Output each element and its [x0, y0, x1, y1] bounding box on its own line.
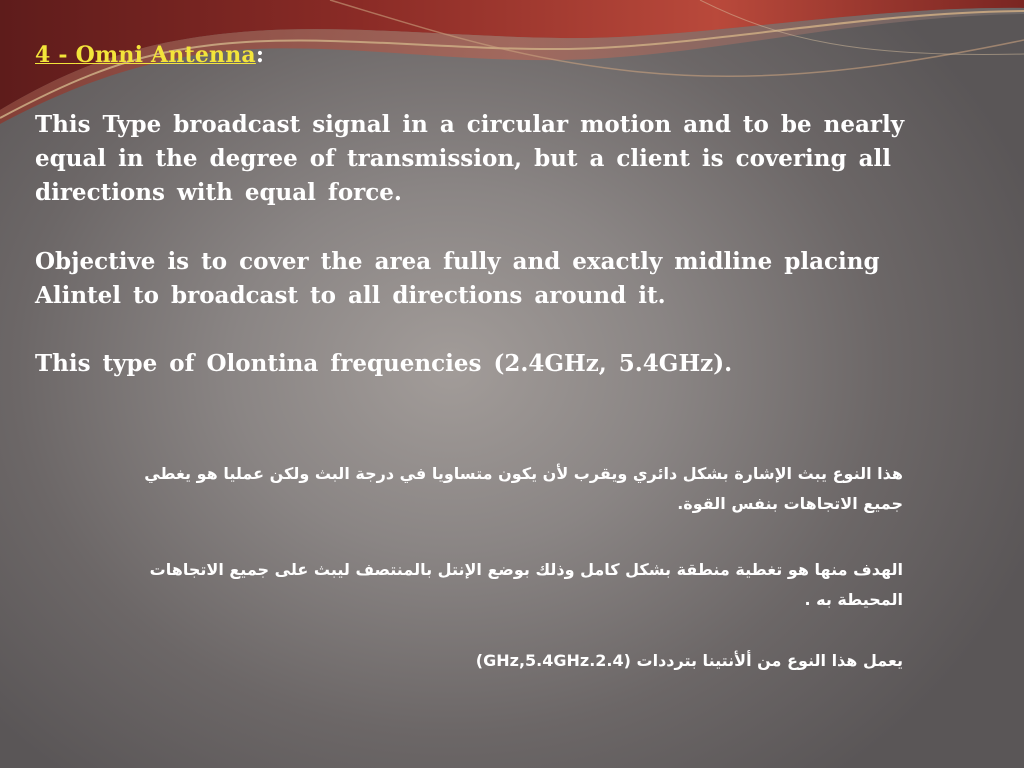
- slide-title-number: 4 -: [35, 42, 76, 68]
- english-paragraph-description: This Type broadcast signal in a circular motion and to be nearly equal in the degree of transmission, but a client is covering all directions with equal force.: [35, 111, 905, 206]
- arabic-paragraph-objective: الهدف منها هو تغطية منطقة بشكل كامل وذلك بوضع الإنتل بالمنتصف ليبث على جميع الاتجاهات المحيطة به .: [149, 560, 903, 609]
- english-paragraph-objective: Objective is to cover the area fully and exactly midline placing Alintel to broadcast to all directions around it.: [35, 248, 880, 309]
- slide-title: [35, 42, 264, 68]
- slide-title-text: Omni Antenna: [75, 42, 256, 68]
- arabic-paragraph-description: هذا النوع يبث الإشارة بشكل دائري ويقرب لأن يكون متساويا في درجة البث ولكن عمليا هو يغطي جميع الاتجاهات بنفس القوة.: [144, 464, 903, 513]
- english-paragraph-frequencies: This type of Olontina frequencies (2.4GHz, 5.4GHz).: [35, 350, 733, 377]
- arabic-paragraph-frequencies: يعمل هذا النوع من ألأنتينا بترددات (2.4.GHz,5.4GHz): [475, 651, 903, 670]
- slide-title-colon: :: [255, 42, 265, 68]
